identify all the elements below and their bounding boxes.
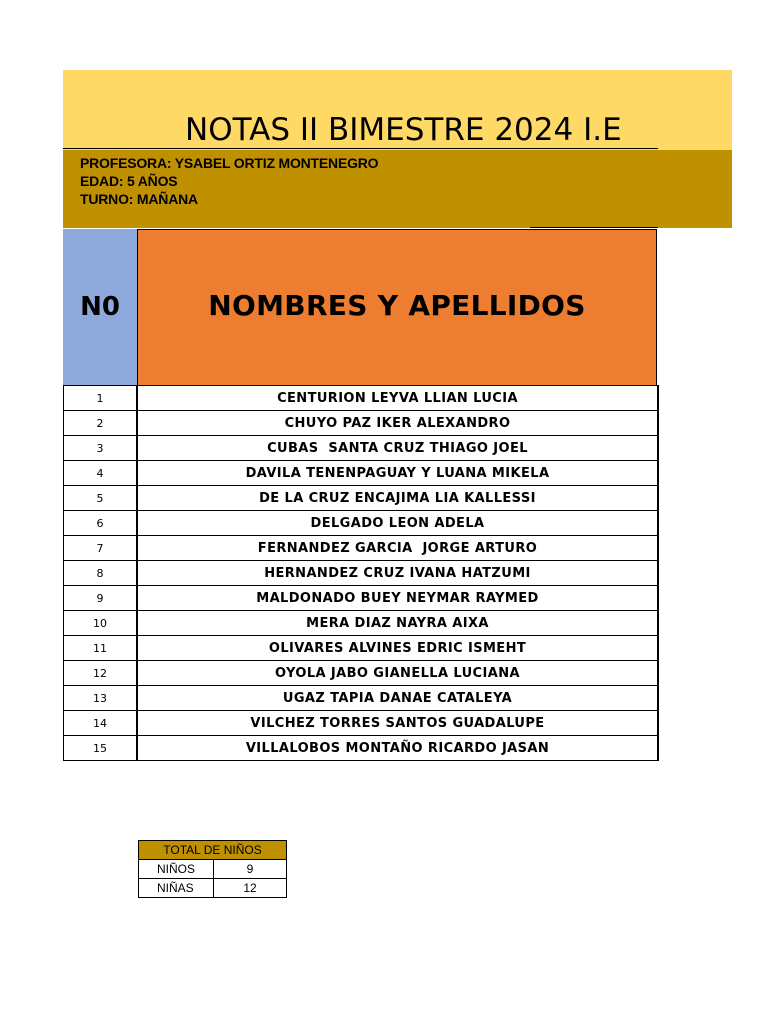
table-row xyxy=(63,536,659,561)
student-name: VILCHEZ TORRES SANTOS GUADALUPE xyxy=(138,711,659,735)
title-underline xyxy=(63,148,658,149)
column-header-number-label: N0 xyxy=(80,292,120,322)
table-row xyxy=(63,661,659,686)
student-name: DELGADO LEON ADELA xyxy=(138,511,659,535)
student-list xyxy=(63,385,659,761)
student-name: CHUYO PAZ IKER ALEXANDRO xyxy=(138,411,659,435)
student-name: VILLALOBOS MONTAÑO RICARDO JASAN xyxy=(138,736,659,760)
table-row xyxy=(63,711,659,736)
summary-title: TOTAL DE NIÑOS xyxy=(139,841,287,860)
row-number: 15 xyxy=(63,736,138,760)
age-line: EDAD: 5 AÑOS xyxy=(80,173,178,189)
table-row xyxy=(63,561,659,586)
row-number: 7 xyxy=(63,536,138,560)
girls-label: NIÑAS xyxy=(139,879,214,898)
table-row xyxy=(63,461,659,486)
student-name: HERNANDEZ CRUZ IVANA HATZUMI xyxy=(138,561,659,585)
student-name: CENTURION LEYVA LLIAN LUCIA xyxy=(138,386,659,410)
row-number: 10 xyxy=(63,611,138,635)
divider xyxy=(530,227,658,228)
table-row xyxy=(63,586,659,611)
summary-table xyxy=(138,840,287,898)
table-row xyxy=(63,636,659,661)
table-row xyxy=(63,411,659,436)
table-row xyxy=(63,486,659,511)
student-name: CUBAS SANTA CRUZ THIAGO JOEL xyxy=(138,436,659,460)
row-number: 6 xyxy=(63,511,138,535)
student-name: MERA DIAZ NAYRA AIXA xyxy=(138,611,659,635)
row-number: 14 xyxy=(63,711,138,735)
student-name: DE LA CRUZ ENCAJIMA LIA KALLESSI xyxy=(138,486,659,510)
student-name: OLIVARES ALVINES EDRIC ISMEHT xyxy=(138,636,659,660)
boys-value: 9 xyxy=(214,860,287,879)
table-row xyxy=(63,386,659,411)
student-name: DAVILA TENENPAGUAY Y LUANA MIKELA xyxy=(138,461,659,485)
shift-line: TURNO: MAÑANA xyxy=(80,191,198,207)
boys-label: NIÑOS xyxy=(139,860,214,879)
summary-row-girls xyxy=(139,879,287,898)
table-row xyxy=(63,511,659,536)
table-row xyxy=(63,736,659,761)
column-header-name xyxy=(138,229,657,385)
table-row xyxy=(63,611,659,636)
row-number: 1 xyxy=(63,386,138,410)
table-row xyxy=(63,686,659,711)
page-title: NOTAS II BIMESTRE 2024 I.E xyxy=(185,112,622,148)
student-name: UGAZ TAPIA DANAE CATALEYA xyxy=(138,686,659,710)
student-name: OYOLA JABO GIANELLA LUCIANA xyxy=(138,661,659,685)
row-number: 2 xyxy=(63,411,138,435)
teacher-line: PROFESORA: YSABEL ORTIZ MONTENEGRO xyxy=(80,155,379,171)
row-number: 3 xyxy=(63,436,138,460)
row-number: 4 xyxy=(63,461,138,485)
girls-value: 12 xyxy=(214,879,287,898)
row-number: 9 xyxy=(63,586,138,610)
row-number: 5 xyxy=(63,486,138,510)
column-header-name-label: NOMBRES Y APELLIDOS xyxy=(208,289,586,322)
row-number: 12 xyxy=(63,661,138,685)
row-number: 8 xyxy=(63,561,138,585)
student-name: FERNANDEZ GARCIA JORGE ARTURO xyxy=(138,536,659,560)
table-row xyxy=(63,436,659,461)
row-number: 11 xyxy=(63,636,138,660)
student-name: MALDONADO BUEY NEYMAR RAYMED xyxy=(138,586,659,610)
row-number: 13 xyxy=(63,686,138,710)
column-header-number xyxy=(63,229,138,385)
info-block xyxy=(80,154,378,208)
summary-row-boys xyxy=(139,860,287,879)
